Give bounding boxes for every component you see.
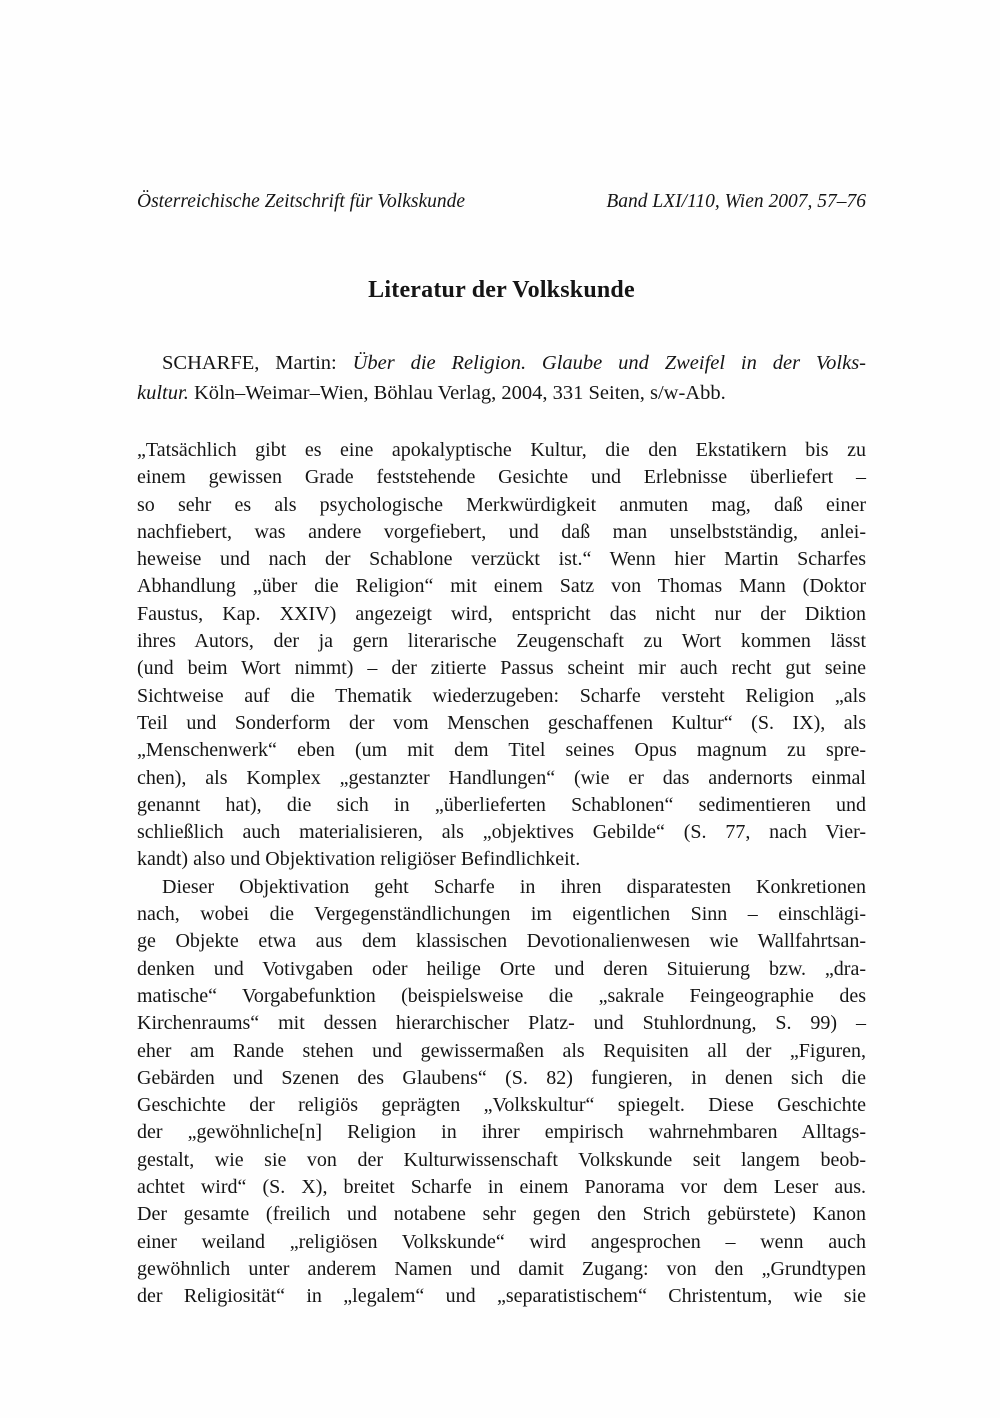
body-line: nachfiebert, was andere vorgefiebert, und daß man unselbstständig, anlei-: [137, 520, 866, 543]
citation-segment: Köln–Weimar–Wien, Böhlau Verlag, 2004, 331 Seiten, s/w-Abb.: [188, 382, 726, 404]
body-line: Dieser Objektivation geht Scharfe in ihren disparatesten Konkretionen: [162, 875, 866, 898]
body-line: „Menschenwerk“ eben (um mit dem Titel seines Opus magnum zu spre-: [137, 739, 866, 762]
citation-line: [137, 348, 866, 378]
paragraph: [137, 437, 866, 874]
body-line: (und beim Wort nimmt) – der zitierte Passus scheint mir auch recht gut seine: [137, 657, 866, 680]
body-line: Geschichte der religiös geprägten „Volkskultur“ spiegelt. Diese Geschichte: [137, 1094, 866, 1117]
body-line: gewöhnlich unter anderem Namen und damit Zugang: von den „Grundtypen: [137, 1257, 866, 1280]
body-line: der Religiosität“ in „legalem“ und „separatistischem“ Christentum, wie sie: [137, 1285, 866, 1308]
journal-name: Österreichische Zeitschrift für Volkskunde: [137, 191, 466, 212]
body-line: „Tatsächlich gibt es eine apokalyptische Kultur, die den Ekstatikern bis zu: [137, 439, 866, 461]
body-line: ihres Autors, der ja gern literarische Zeugenschaft zu Wort kommen lässt: [137, 630, 866, 653]
body-line: Gebärden und Szenen des Glaubens“ (S. 82) fungieren, in denen sich die: [137, 1066, 866, 1089]
citation-segment: SCHARFE, Martin:: [162, 352, 353, 374]
body-line: Der gesamte (freilich und notabene sehr gegen den Strich gebürstete) Kanon: [137, 1203, 866, 1226]
body-line: eher am Rande stehen und gewissermaßen als Requisiten all der „Figuren,: [137, 1039, 866, 1062]
body-line: so sehr es als psychologische Merkwürdigkeit anmuten mag, daß einer: [137, 493, 866, 516]
body-line: Sichtweise auf die Thematik wiederzugeben: Scharfe versteht Religion „als: [137, 684, 866, 707]
text-block: [137, 0, 866, 1311]
body-line: Teil und Sonderform der vom Menschen geschaffenen Kultur“ (S. IX), als: [137, 711, 866, 734]
book-citation: [137, 348, 866, 408]
body-line: ge Objekte etwa aus dem klassischen Devotionalienwesen wie Wallfahrtsan-: [137, 930, 866, 953]
running-header: [137, 190, 866, 214]
body-line: Faustus, Kap. XXIV) angezeigt wird, entspricht das nicht nur der Diktion: [137, 602, 866, 625]
citation-italic-segment: Über die Religion. Glaube und Zweifel in der Volks-: [352, 352, 866, 374]
citation-italic-segment: kultur.: [137, 382, 189, 404]
body-line: matische“ Vorgabefunktion (beispielsweise die „sakrale Feingeographie des: [137, 984, 866, 1007]
body-line: denken und Votivgaben oder heilige Orte und deren Situierung bzw. „dra-: [137, 957, 866, 980]
body-line: schließlich auch materialisieren, als „objektives Gebilde“ (S. 77, nach Vier-: [137, 821, 866, 844]
body-line: der „gewöhnliche[n] Religion in ihrer empirisch wahrnehmbaren Alltags-: [137, 1121, 866, 1144]
citation-line: [137, 378, 866, 408]
body-line: kandt) also und Objektivation religiöser Befindlichkeit.: [137, 848, 581, 871]
body-line: gestalt, wie sie von der Kulturwissenschaft Volkskunde seit langem beob-: [137, 1148, 866, 1171]
body-line: nach, wobei die Vergegenständlichungen im eigentlichen Sinn – einschlägi-: [137, 903, 866, 926]
issue-info: Band LXI/110, Wien 2007, 57–76: [606, 191, 866, 212]
body-line: achtet wird“ (S. X), breitet Scharfe in einem Panorama vor dem Leser aus.: [137, 1176, 866, 1199]
review-body: [137, 437, 866, 1311]
body-line: einer weiland „religiösen Volkskunde“ wird angesprochen – wenn auch: [137, 1230, 866, 1253]
body-line: genannt hat), die sich in „überlieferten Schablonen“ sedimentieren und: [137, 793, 866, 816]
body-line: heweise und nach der Schablone verzückt ist.“ Wenn hier Martin Scharfes: [137, 548, 866, 571]
body-line: chen), als Komplex „gestanzter Handlungen“ (wie er das andernorts einmal: [137, 766, 866, 789]
body-line: einem gewissen Grade feststehende Gesichte und Erlebnisse überliefert –: [137, 466, 866, 489]
paragraph: [137, 874, 866, 1311]
body-line: Kirchenraums“ mit dessen hierarchischer Platz- und Stuhlordnung, S. 99) –: [137, 1012, 866, 1035]
body-line: Abhandlung „über die Religion“ mit einem Satz von Thomas Mann (Doktor: [137, 575, 866, 598]
section-title: Literatur der Volkskunde: [368, 277, 635, 303]
